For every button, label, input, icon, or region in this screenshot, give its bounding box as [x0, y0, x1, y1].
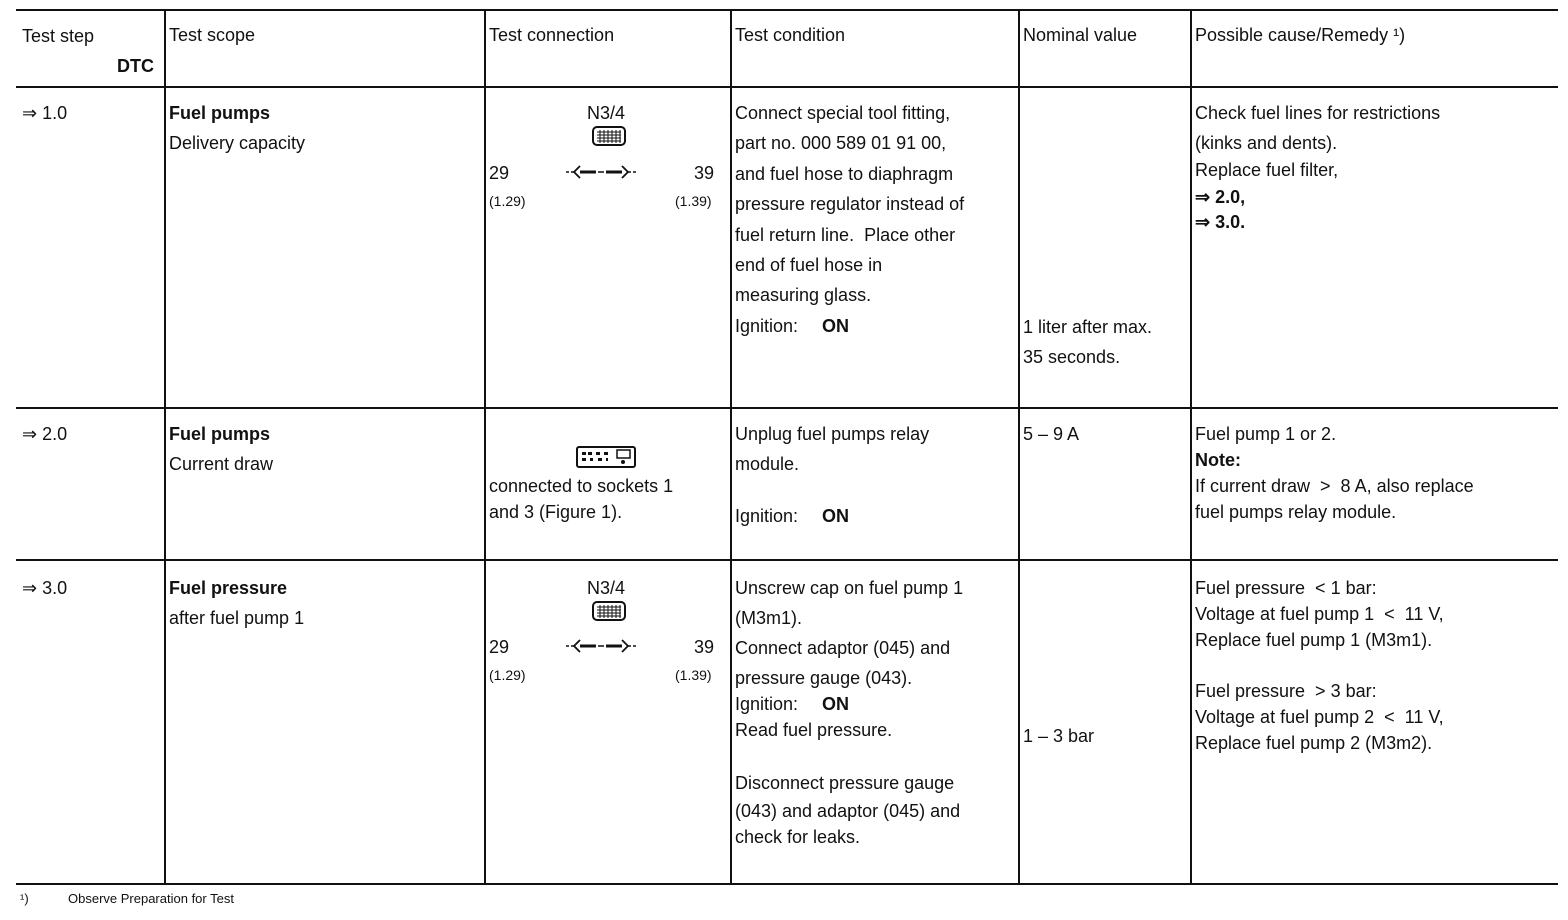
- row-3-remedy-line: Replace fuel pump 1 (M3m1).: [1195, 630, 1433, 650]
- footnote-text: Observe Preparation for Test: [68, 891, 234, 906]
- footnote-mark: ¹): [20, 891, 29, 906]
- row-1-remedy-line: Check fuel lines for restrictions: [1195, 103, 1441, 123]
- row-3-scope-sub: after fuel pump 1: [169, 608, 305, 628]
- row-3-nominal: 1 – 3 bar: [1023, 726, 1095, 746]
- row-3-ignition-value: ON: [822, 694, 849, 714]
- control-module-icon: [592, 126, 626, 148]
- row-2-bottom-border: [16, 559, 1558, 561]
- row-3-remedy-line: Voltage at fuel pump 1 < 11 V,: [1195, 604, 1444, 624]
- test-lead-icon: [566, 165, 636, 179]
- row-2-nominal: 5 – 9 A: [1023, 424, 1080, 444]
- row-1-pin-left-ref: (1.29): [489, 193, 526, 209]
- row-2-scope-title: Fuel pumps: [169, 424, 271, 444]
- row-1-scope-sub: Delivery capacity: [169, 133, 306, 153]
- header-test-scope: Test scope: [169, 25, 256, 45]
- row-2-remedy-line: If current draw > 8 A, also replace: [1195, 476, 1474, 496]
- row-3-scope-title: Fuel pressure: [169, 578, 288, 598]
- row-3-condition-line: Unscrew cap on fuel pump 1: [735, 578, 964, 598]
- row-2-connection-line: and 3 (Figure 1).: [489, 502, 623, 522]
- row-1-remedy-line: (kinks and dents).: [1195, 133, 1338, 153]
- row-2-condition-line: Unplug fuel pumps relay: [735, 424, 930, 444]
- row-1-condition-line: end of fuel hose in: [735, 255, 883, 275]
- header-test-condition: Test condition: [735, 25, 846, 45]
- row-2-ignition-label: Ignition:: [735, 506, 799, 526]
- column-divider-connection: [484, 9, 486, 885]
- row-1-nominal-line: 35 seconds.: [1023, 347, 1121, 367]
- row-1-pin-right: 39: [694, 163, 715, 183]
- header-nominal-value: Nominal value: [1023, 25, 1138, 45]
- row-2-remedy-line: Fuel pump 1 or 2.: [1195, 424, 1337, 444]
- row-1-remedy-link[interactable]: ⇒ 3.0.: [1195, 212, 1246, 232]
- row-3-pin-right: 39: [694, 637, 715, 657]
- row-1-nominal-line: 1 liter after max.: [1023, 317, 1153, 337]
- row-3-pin-left: 29: [489, 637, 510, 657]
- row-3-remedy-line: Fuel pressure < 1 bar:: [1195, 578, 1377, 598]
- column-divider-remedy: [1190, 9, 1192, 885]
- row-1-condition-line: pressure regulator instead of: [735, 194, 965, 214]
- row-3-condition-line: Disconnect pressure gauge: [735, 773, 955, 793]
- row-3-condition-line: pressure gauge (043).: [735, 668, 913, 688]
- row-2-ignition-value: ON: [822, 506, 849, 526]
- row-2-connection-line: connected to sockets 1: [489, 476, 674, 496]
- row-2-step: ⇒ 2.0: [22, 424, 68, 444]
- row-3-remedy-line: Fuel pressure > 3 bar:: [1195, 681, 1377, 701]
- row-3-condition-line: Connect adaptor (045) and: [735, 638, 951, 658]
- row-2-condition-line: module.: [735, 454, 800, 474]
- test-lead-icon: [566, 639, 636, 653]
- table-top-border: [16, 9, 1558, 11]
- table-bottom-border: [16, 883, 1558, 885]
- header-possible-cause: Possible cause/Remedy ¹): [1195, 25, 1406, 45]
- row-2-remedy-line: fuel pumps relay module.: [1195, 502, 1397, 522]
- row-1-condition-line: fuel return line. Place other: [735, 225, 956, 245]
- row-3-pin-right-ref: (1.39): [675, 667, 712, 683]
- column-divider-nominal: [1018, 9, 1020, 885]
- row-1-condition-line: measuring glass.: [735, 285, 872, 305]
- row-3-remedy-line: Replace fuel pump 2 (M3m2).: [1195, 733, 1433, 753]
- row-3-ignition-label: Ignition:: [735, 694, 799, 714]
- row-1-condition-line: Connect special tool fitting,: [735, 103, 951, 123]
- row-3-pin-left-ref: (1.29): [489, 667, 526, 683]
- header-test-step: Test step: [22, 26, 95, 46]
- row-1-remedy-link[interactable]: ⇒ 2.0,: [1195, 187, 1246, 207]
- column-divider-condition: [730, 9, 732, 885]
- row-1-connection-unit: N3/4: [587, 103, 626, 123]
- row-1-pin-right-ref: (1.39): [675, 193, 712, 209]
- header-bottom-border: [16, 86, 1558, 88]
- control-module-icon: [592, 601, 626, 623]
- column-divider-scope: [164, 9, 166, 885]
- row-3-condition-line: check for leaks.: [735, 827, 861, 847]
- row-3-remedy-line: Voltage at fuel pump 2 < 11 V,: [1195, 707, 1444, 727]
- row-2-remedy-note: Note:: [1195, 450, 1241, 470]
- row-1-ignition-label: Ignition:: [735, 316, 799, 336]
- row-1-pin-left: 29: [489, 163, 510, 183]
- row-1-condition-line: and fuel hose to diaphragm: [735, 164, 954, 184]
- header-dtc: DTC: [117, 56, 154, 76]
- ammeter-icon: [576, 446, 636, 468]
- row-1-bottom-border: [16, 407, 1558, 409]
- row-1-step: ⇒ 1.0: [22, 103, 68, 123]
- row-1-ignition-value: ON: [822, 316, 849, 336]
- row-1-condition-line: part no. 000 589 01 91 00,: [735, 133, 947, 153]
- row-3-condition-line: Read fuel pressure.: [735, 720, 893, 740]
- row-1-scope-title: Fuel pumps: [169, 103, 271, 123]
- header-test-connection: Test connection: [489, 25, 615, 45]
- row-2-scope-sub: Current draw: [169, 454, 274, 474]
- row-3-condition-line: (043) and adaptor (045) and: [735, 801, 961, 821]
- row-1-remedy-line: Replace fuel filter,: [1195, 160, 1339, 180]
- row-3-condition-line: (M3m1).: [735, 608, 802, 628]
- row-3-connection-unit: N3/4: [587, 578, 626, 598]
- row-3-step: ⇒ 3.0: [22, 578, 68, 598]
